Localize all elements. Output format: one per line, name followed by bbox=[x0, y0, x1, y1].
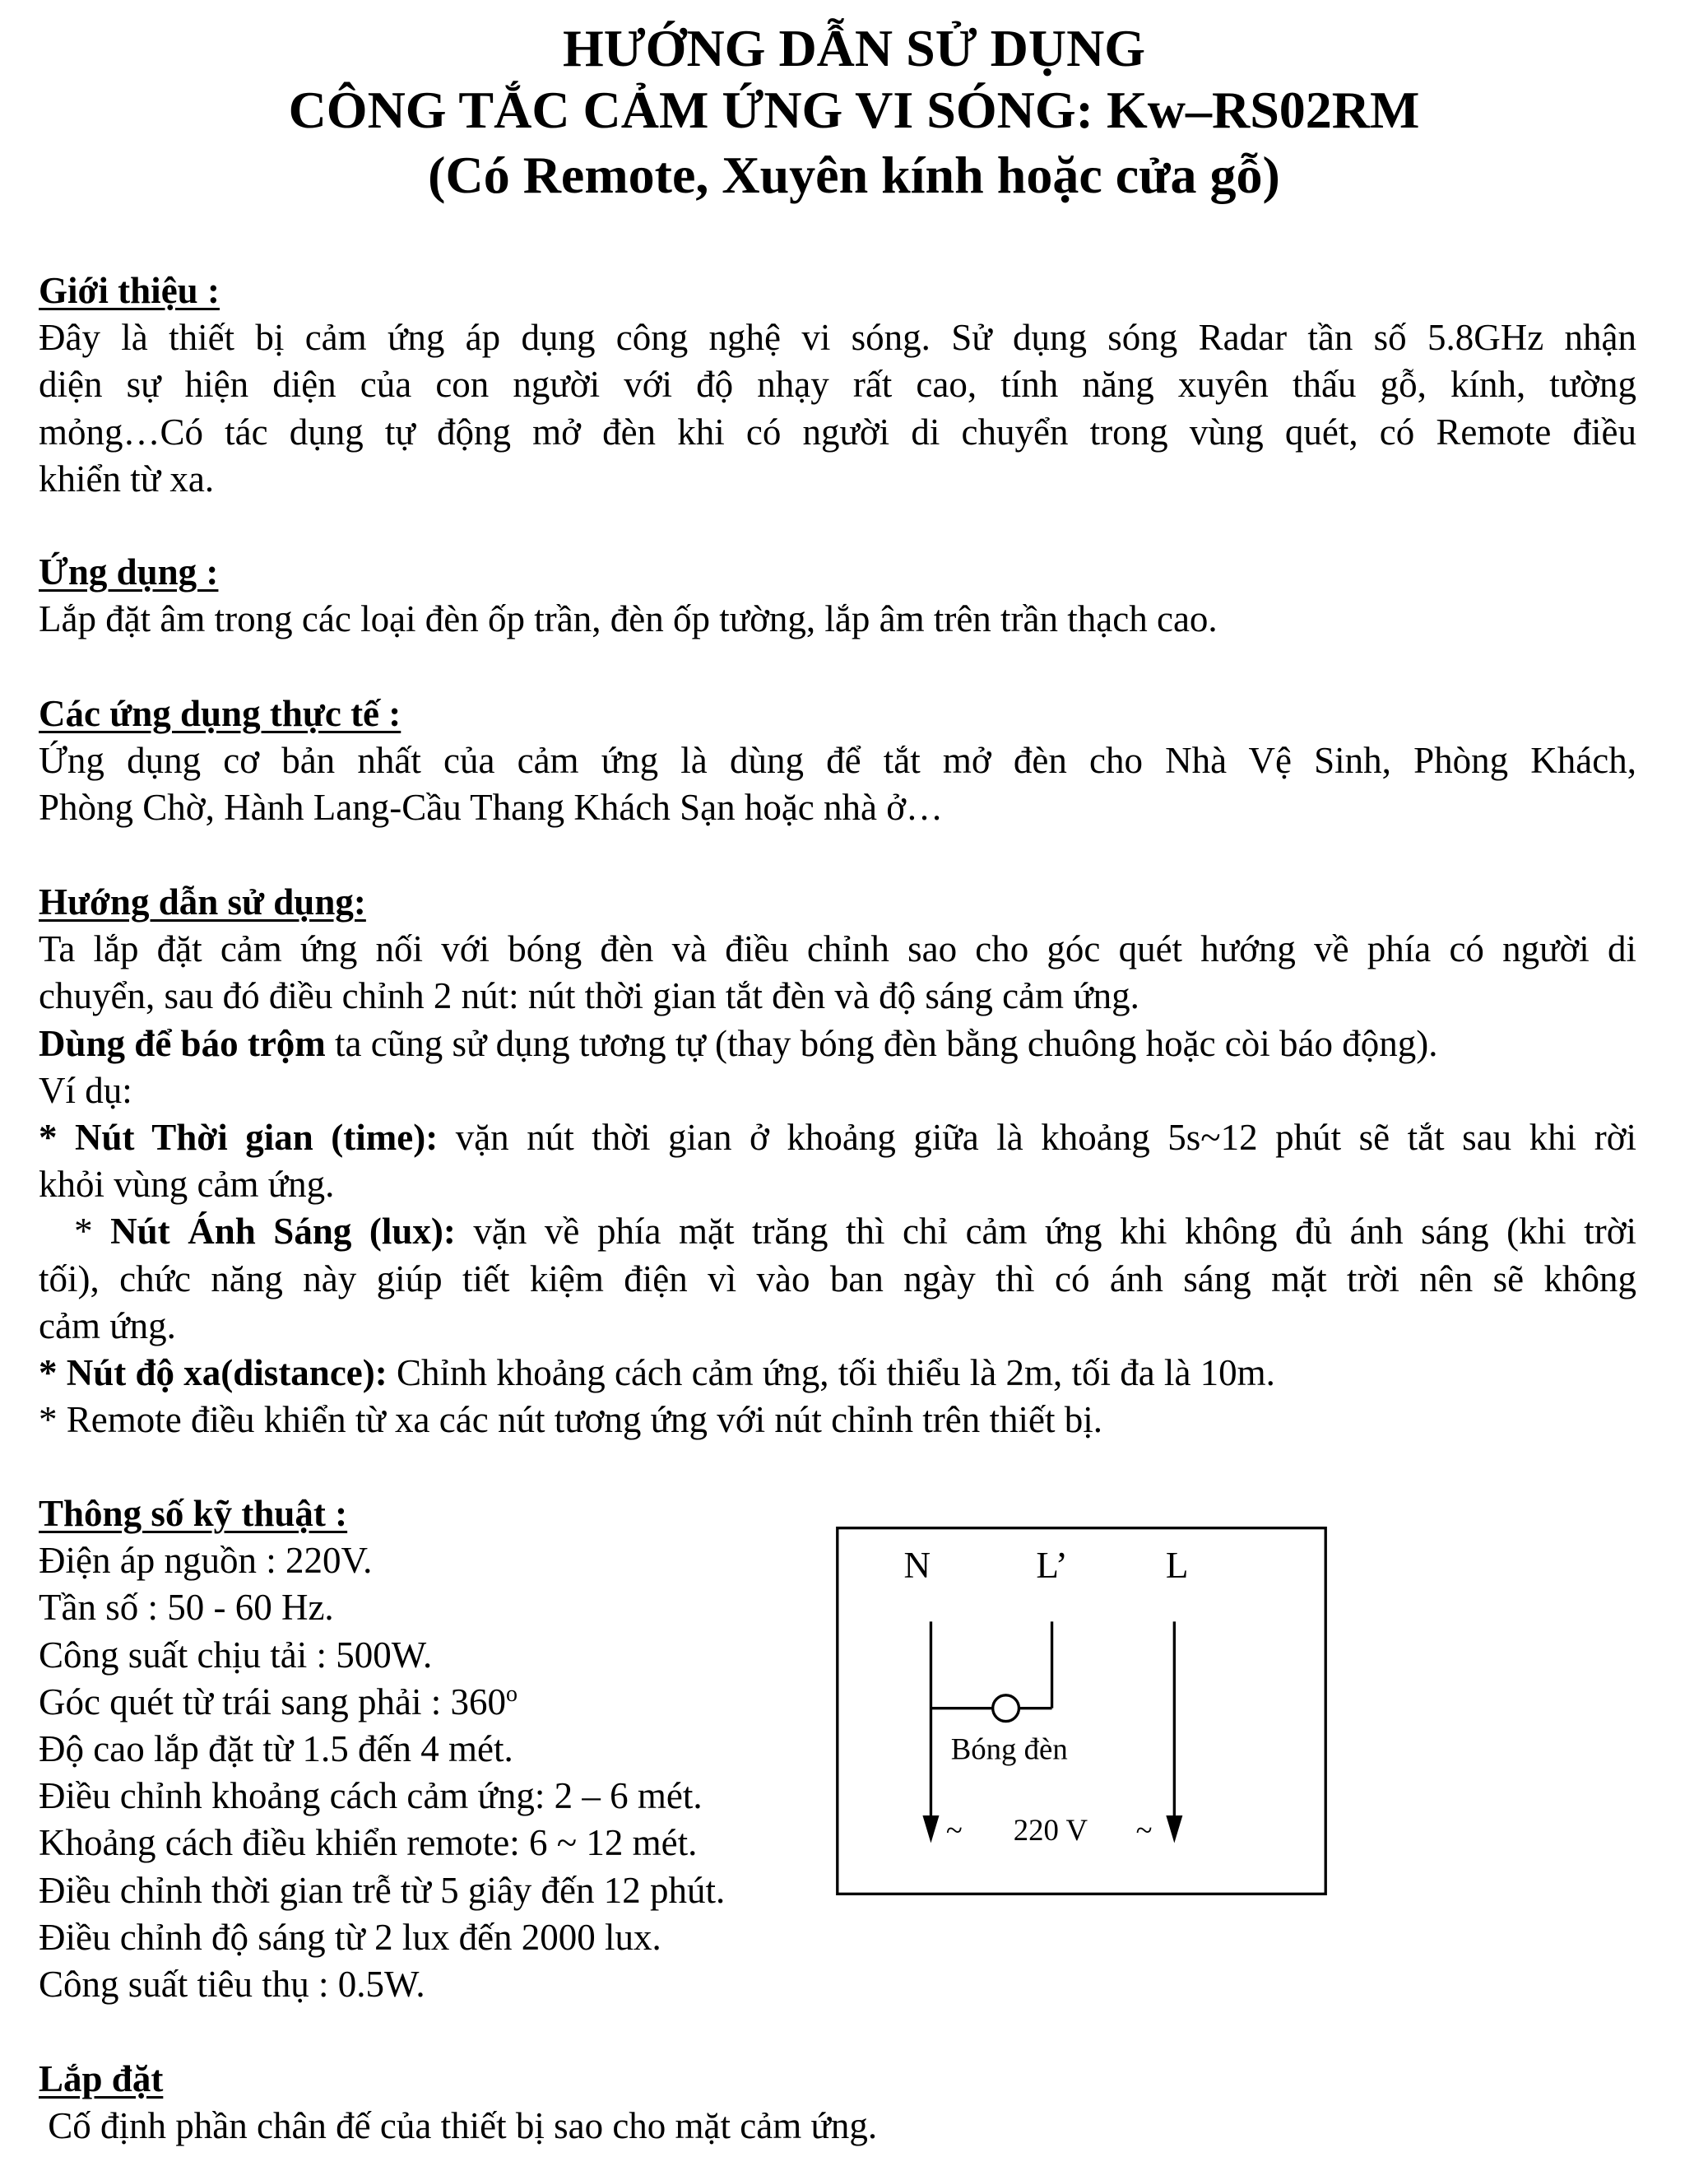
text-line bbox=[39, 784, 1636, 831]
line-text: Điện áp nguồn : 220V. bbox=[39, 1540, 373, 1582]
line-text: vặn về phía mặt trăng thì chỉ cảm ứng khi không đủ ánh sáng (khi trời bbox=[455, 1211, 1636, 1253]
text-line bbox=[39, 1114, 1636, 1161]
wiring-diagram bbox=[836, 1527, 1327, 1895]
terminal-n-label: N bbox=[903, 1544, 931, 1586]
arrow-down-icon bbox=[922, 1815, 939, 1843]
text-line bbox=[39, 1161, 1636, 1208]
text-line bbox=[39, 409, 1636, 456]
line-text: Lắp đặt âm trong các loại đèn ốp trần, đèn ốp tường, lắp âm trên trần thạch cao. bbox=[39, 598, 1218, 640]
heading-line bbox=[39, 267, 1636, 314]
line-text: Ứng dụng cơ bản nhất của cảm ứng là dùng để tắt mở đèn cho Nhà Vệ Sinh, Phòng Khách, bbox=[39, 740, 1636, 782]
section-ung-dung-thuc-te bbox=[39, 690, 1636, 832]
heading-line bbox=[39, 690, 1636, 737]
text-line bbox=[39, 1914, 828, 1961]
line-text: mỏng…Có tác dụng tự động mở đèn khi có người di chuyển trong vùng quét, có Remote điều bbox=[39, 411, 1636, 453]
text-line bbox=[39, 596, 1636, 643]
title-line-2: CÔNG TẮC CẢM ỨNG VI SÓNG: Kw–RS02RM bbox=[288, 81, 1420, 139]
heading-line bbox=[39, 2056, 1636, 2103]
line-text: Ví dụ: bbox=[39, 1069, 132, 1111]
text-line bbox=[39, 2103, 1636, 2150]
heading-line bbox=[39, 549, 1636, 596]
section-heading: Hướng dẫn sử dụng: bbox=[39, 881, 366, 923]
text-line bbox=[39, 1773, 828, 1820]
section-ung-dung bbox=[39, 549, 1636, 643]
text-line bbox=[39, 1961, 828, 2008]
heading-line bbox=[39, 1490, 828, 1537]
line-text: cảm ứng. bbox=[39, 1304, 176, 1346]
text-line bbox=[39, 361, 1636, 408]
line-text: Ta lắp đặt cảm ứng nối với bóng đèn và điều chỉnh sao cho góc quét hướng về phía có người di bbox=[39, 928, 1636, 970]
text-line bbox=[39, 1303, 1636, 1350]
line-prefix: * bbox=[39, 1211, 111, 1253]
title-line-3: (Có Remote, Xuyên kính hoặc cửa gỗ) bbox=[428, 146, 1280, 204]
text-line bbox=[39, 1632, 828, 1679]
bold-label: * Nút Thời gian (time): bbox=[39, 1116, 439, 1158]
line-text: khỏi vùng cảm ứng. bbox=[39, 1164, 335, 1206]
line-text: Chỉnh khoảng cách cảm ứng, tối thiểu là 2m, tối đa là 10m. bbox=[387, 1351, 1275, 1393]
line-text: Phòng Chờ, Hành Lang-Cầu Thang Khách Sạn hoặc nhà ở… bbox=[39, 787, 944, 829]
line-text: Điều chỉnh khoảng cách cảm ứng: 2 – 6 mét. bbox=[39, 1775, 703, 1817]
ac-left-symbol: ~ bbox=[945, 1813, 963, 1848]
text-line bbox=[39, 1208, 1636, 1255]
text-line bbox=[39, 314, 1636, 361]
line-text: Công suất chịu tải : 500W. bbox=[39, 1634, 433, 1676]
text-line bbox=[39, 1537, 828, 1584]
terminal-l-label: L bbox=[1165, 1544, 1189, 1586]
line-text: Điều chỉnh thời gian trễ từ 5 giây đến 12 phút. bbox=[39, 1869, 726, 1911]
section-heading: Giới thiệu : bbox=[39, 270, 220, 311]
lamp-icon bbox=[993, 1695, 1019, 1722]
text-line bbox=[39, 973, 1636, 1020]
line-text: Điều chỉnh độ sáng từ 2 lux đến 2000 lux. bbox=[39, 1916, 661, 1958]
degree-superscript: o bbox=[506, 1681, 518, 1707]
line-text: Độ cao lắp đặt từ 1.5 đến 4 mét. bbox=[39, 1727, 513, 1769]
section-gioi-thieu bbox=[39, 267, 1636, 503]
terminal-l-prime-label: L’ bbox=[1036, 1544, 1068, 1586]
text-line bbox=[39, 1397, 1636, 1443]
line-text: diện sự hiện diện của con người với độ nhạy rất cao, tính năng xuyên thấu gỗ, kính, tường bbox=[39, 364, 1636, 406]
lamp-label: Bóng đèn bbox=[950, 1732, 1068, 1766]
text-line bbox=[39, 737, 1636, 784]
section-heading: Lắp đặt bbox=[39, 2058, 164, 2099]
line-text: vặn nút thời gian ở khoảng giữa là khoảng 5s~12 phút sẽ tắt sau khi rời bbox=[438, 1116, 1636, 1158]
ac-right-symbol: ~ bbox=[1135, 1813, 1153, 1848]
bold-label: * Nút độ xa(distance): bbox=[39, 1351, 388, 1393]
arrow-down-icon bbox=[1166, 1815, 1182, 1843]
line-text: Tần số : 50 - 60 Hz. bbox=[39, 1587, 334, 1629]
line-text: chuyển, sau đó điều chỉnh 2 nút: nút thời gian tắt đèn và độ sáng cảm ứng. bbox=[39, 975, 1139, 1017]
section-heading: Thông số kỹ thuật : bbox=[39, 1493, 348, 1534]
text-line bbox=[39, 456, 1636, 503]
line-text: Góc quét từ trái sang phải : 360 bbox=[39, 1681, 507, 1722]
line-text: Khoảng cách điều khiển remote: 6 ~ 12 mét. bbox=[39, 1822, 698, 1864]
text-line bbox=[39, 1679, 828, 1726]
section-thong-so-ky-thuat bbox=[39, 1490, 828, 2008]
heading-line bbox=[39, 879, 1636, 926]
section-heading: Các ứng dụng thực tế : bbox=[39, 693, 401, 734]
text-line bbox=[39, 1820, 828, 1867]
text-line bbox=[39, 1584, 828, 1631]
text-line bbox=[39, 1726, 828, 1773]
voltage-label: 220 V bbox=[1013, 1813, 1088, 1848]
text-line bbox=[39, 926, 1636, 973]
line-text: tối), chức năng này giúp tiết kiệm điện vì vào ban ngày thì có ánh sáng mặt trời nên sẽ không bbox=[39, 1258, 1636, 1299]
line-text: Cố định phần chân đế của thiết bị sao cho mặt cảm ứng. bbox=[39, 2105, 878, 2147]
text-line bbox=[39, 1067, 1636, 1114]
section-lap-dat bbox=[39, 2056, 1636, 2150]
bold-label: Nút Ánh Sáng (lux): bbox=[110, 1211, 456, 1253]
section-heading: Ứng dụng : bbox=[39, 551, 219, 593]
section-huong-dan-su-dung bbox=[39, 879, 1636, 1443]
text-line bbox=[39, 1867, 828, 1914]
line-text: Công suất tiêu thụ : 0.5W. bbox=[39, 1963, 425, 2005]
line-text: * Remote điều khiển từ xa các nút tương ứng với nút chỉnh trên thiết bị. bbox=[39, 1399, 1103, 1441]
text-line bbox=[39, 1256, 1636, 1303]
title-line-1: HƯỚNG DẪN SỬ DỤNG bbox=[562, 19, 1146, 77]
line-text: Đây là thiết bị cảm ứng áp dụng công nghệ vi sóng. Sử dụng sóng Radar tần số 5.8GHz nhận bbox=[39, 317, 1636, 359]
line-text: khiển từ xa. bbox=[39, 458, 215, 500]
text-line bbox=[39, 1350, 1636, 1397]
line-text: ta cũng sử dụng tương tự (thay bóng đèn bằng chuông hoặc còi báo động). bbox=[325, 1022, 1438, 1064]
text-line bbox=[39, 1020, 1636, 1067]
bold-label: Dùng để báo trộm bbox=[39, 1022, 326, 1064]
